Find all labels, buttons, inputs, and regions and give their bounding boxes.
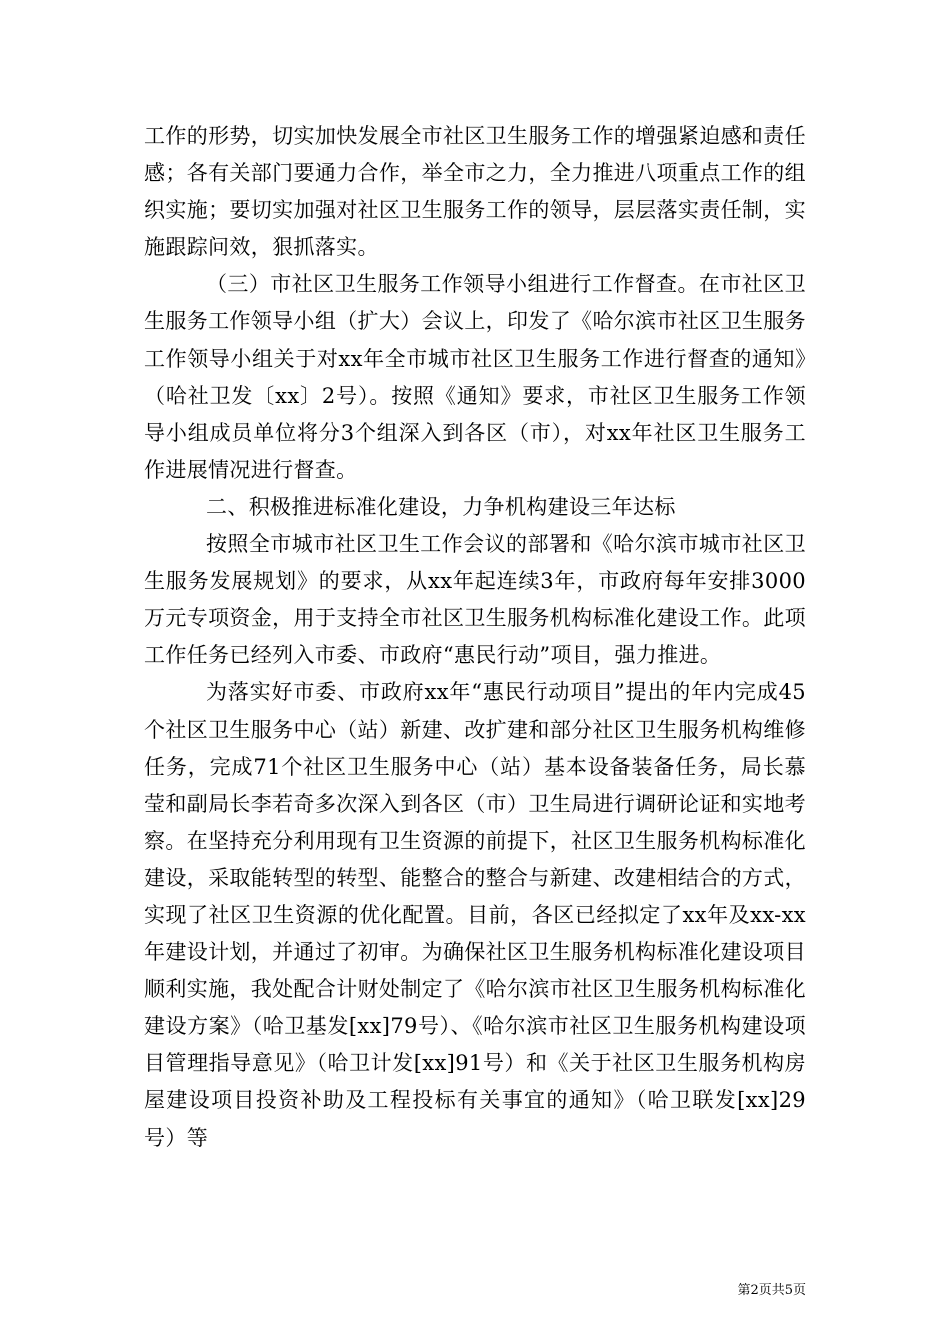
document-body — [144, 118, 806, 1157]
paragraph-plan: 按照全市城市社区卫生工作会议的部署和《哈尔滨市城市社区卫生服务发展规划》的要求，从xx年起连续3年，市政府每年安排3000万元专项资金，用于支持全市社区卫生服务机构标准化建设工作。此项工作任务已经列入市委、市政府“惠民行动”项目，强力推进。 — [144, 532, 806, 668]
paragraph-supervision: （三）市社区卫生服务工作领导小组进行工作督查。在市社区卫生服务工作领导小组（扩大）会议上，印发了《哈尔滨市社区卫生服务工作领导小组关于对xx年全市城市社区卫生服务工作进行督查的通知》（哈社卫发〔xx〕2号）。按照《通知》要求，市社区卫生服务工作领导小组成员单位将分3个组深入到各区（市），对xx年社区卫生服务工作进展情况进行督查。 — [144, 272, 806, 482]
paragraph-implementation: 为落实好市委、市政府xx年“惠民行动项目”提出的年内完成45个社区卫生服务中心（站）新建、改扩建和部分社区卫生服务机构维修任务，完成71个社区卫生服务中心（站）基本设备装备任务，局长慕莹和副局长李若奇多次深入到各区（市）卫生局进行调研论证和实地考察。在坚持充分利用现有卫生资源的前提下，社区卫生服务机构标准化建设，采取能转型的转型、能整合的整合与新建、改建相结合的方式，实现了社区卫生资源的优化配置。目前，各区已经拟定了xx年及xx-xx年建设计划，并通过了初审。为确保社区卫生服务机构标准化建设项目顺利实施，我处配合计财处制定了《哈尔滨市社区卫生服务机构标准化建设方案》（哈卫基发[xx]79号）、《哈尔滨市社区卫生服务机构建设项目管理指导意见》（哈卫计发[xx]91号）和《关于社区卫生服务机构房屋建设项目投资补助及工程投标有关事宜的通知》（哈卫联发[xx]29号）等 — [144, 680, 806, 1150]
paragraph-continuation: 工作的形势，切实加快发展全市社区卫生服务工作的增强紧迫感和责任感；各有关部门要通力合作，举全市之力，全力推进八项重点工作的组织实施；要切实加强对社区卫生服务工作的领导，层层落实责任制，实施跟踪问效，狠抓落实。 — [144, 124, 806, 260]
section-heading: 二、积极推进标准化建设，力争机构建设三年达标 — [206, 494, 676, 519]
page-number-footer: 第2页共5页 — [737, 1283, 806, 1298]
